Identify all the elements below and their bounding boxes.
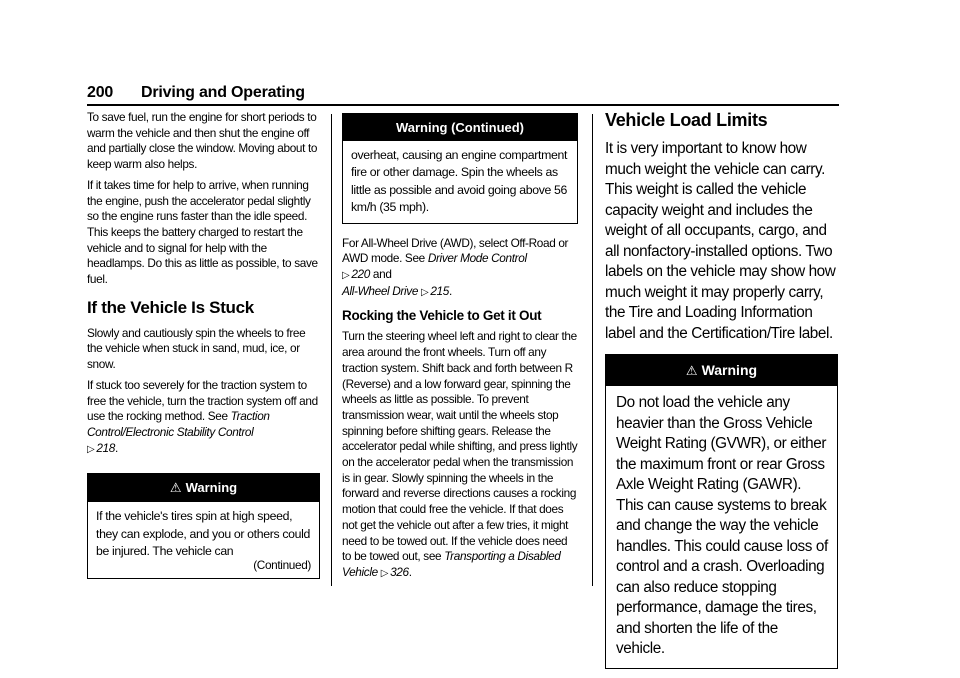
punctuation: . [114,440,118,455]
column-3 [605,110,838,669]
punctuation: . [448,283,452,298]
continued-label: (Continued) [253,557,311,572]
warning-title: Warning [185,480,238,496]
section-title: Driving and Operating [141,84,305,101]
page-header [87,84,839,102]
warning-header [88,474,319,502]
section-heading: If the Vehicle Is Stuck [87,297,254,317]
punctuation: . [408,564,412,579]
warning-body [88,502,319,578]
paragraph-text: For All-Wheel Drive (AWD), select Off-Road or AWD mode. See [342,235,569,266]
page-reference[interactable]: 215 [430,283,449,298]
paragraph-text: and [372,267,392,282]
paragraph-text: If stuck too severely for the traction system to free the vehicle, turn the traction system off and use the rocking method. See [87,377,318,424]
section-heading: Vehicle Load Limits [605,110,768,130]
warning-body [606,386,837,668]
page-reference-arrow-icon: ▷ [420,286,429,298]
paragraph: If it takes time for help to arrive, when running the engine, push the accelerator pedal slightly so the engine runs faster than the idle speed. This keeps the battery charged to restart the vehicle and to signal for help with the headlamps. Do this as little as possible, to save fuel. [87,177,318,287]
warning-triangle-icon: ⚠ [685,363,698,378]
cross-reference-link[interactable]: Driver Mode Control [427,251,527,266]
warning-text: If the vehicle's tires spin at high speed, they can explode, and you or others could be injured. The vehicle can [96,509,310,558]
warning-box [605,354,838,669]
page-reference[interactable]: 218 [96,440,115,455]
column-1 [87,110,320,579]
paragraph-text: Turn the steering wheel left and right to clear the area around the front wheels. Turn off any traction system. Shift back and forth between R (Reverse) and a low forward gear, spinning the wheels as little as possible. To prevent transmission wear, wait until the wheels stop spinning before shifting gears. Release the accelerator pedal while shifting, and press lightly on the accelerator pedal when the transmission is in gear. Slowly spinning the wheels in the forward and reverse directions causes a rocking motion that could free the vehicle. If that does not get the vehicle out after a few tries, it might need to be towed out. If the vehicle does need to be towed out, see [342,329,578,564]
page-reference-arrow-icon: ▷ [342,270,350,282]
paragraph: To save fuel, run the engine for short periods to warm the vehicle and then shut the engine off and partially close the window. Moving about to keep warm also helps. [87,110,318,172]
page-reference[interactable]: 326 [390,564,409,579]
paragraph [342,236,578,301]
column-divider [331,114,332,586]
warning-header [606,355,837,386]
paragraph: It is very important to know how much weight the vehicle can carry. This weight is called the vehicle capacity weight and includes the weight of all occupants, cargo, and all nonfactory-installed options. Two labels on the vehicle may show how much weight it may properly carry, the Tire and Loading Information label and the Certification/Tire label. [605,140,836,342]
warning-header: Warning (Continued) [343,114,577,141]
column-2 [342,110,578,587]
page-reference-arrow-icon: ▷ [380,567,389,579]
cross-reference-link[interactable]: All-Wheel Drive [342,283,419,298]
warning-text: overheat, causing an engine compartment fire or other damage. Spin the wheels as little as possible and avoid going above 56 km/h (35 mph). [351,148,568,215]
subsection-heading: Rocking the Vehicle to Get it Out [342,308,542,324]
warning-box-continued [342,113,578,224]
cross-reference-link[interactable]: Transporting a Disabled Vehicle [342,549,561,579]
cross-reference-link[interactable]: Traction Control/Electronic Stability Control [87,409,270,439]
page-reference[interactable]: 220 [351,267,370,282]
warning-box [87,473,320,579]
warning-triangle-icon: ⚠ [169,480,182,496]
column-divider [592,114,593,586]
warning-title: Warning [701,362,758,378]
paragraph [87,378,320,458]
paragraph: Slowly and cautiously spin the wheels to free the vehicle when stuck in sand, mud, ice, or snow. [87,325,306,372]
page-reference-arrow-icon: ▷ [87,443,95,455]
page-number: 200 [87,84,114,101]
warning-body [343,141,577,223]
paragraph [342,329,578,581]
header-rule [87,104,839,106]
warning-text: Do not load the vehicle any heavier than the Gross Vehicle Weight Rating (GVWR), or either the maximum front or rear Gross Axle Weight Rating (GAWR). This can cause systems to break and change the way the vehicle handles. This could cause loss of control and a crash. Overloading can also reduce stopping performance, damage the tires, and shorten the life of the vehicle. [616,394,828,657]
